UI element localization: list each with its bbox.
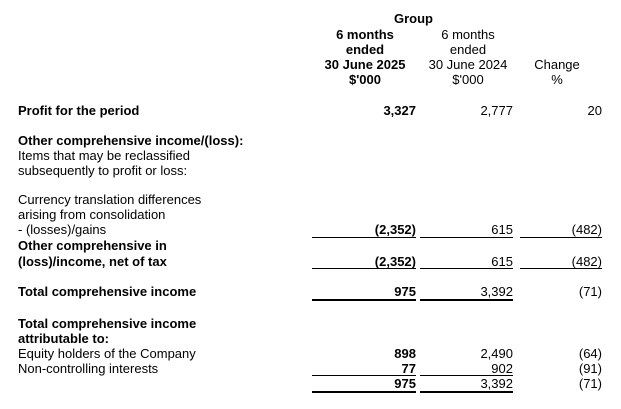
attrib-heading-line2: attributable to: (18, 331, 109, 346)
row-sum-2024: 3,392 (480, 376, 513, 391)
oci-heading: Other comprehensive income/(loss): (18, 133, 244, 148)
row-oci-net-label-line1: Other comprehensive in (18, 238, 167, 253)
rule-sum-col2 (420, 391, 513, 393)
row-profit-label: Profit for the period (18, 103, 140, 118)
row-currency-2025: (2,352) (374, 222, 416, 237)
row-currency-change: (482) (571, 222, 602, 237)
rule-currency-col3 (520, 237, 602, 238)
row-currency-label-line1: Currency translation differences (18, 192, 202, 207)
row-profit-2025: 3,327 (383, 103, 416, 118)
row-nci-change: (91) (578, 361, 602, 376)
row-sum-2025: 975 (394, 376, 416, 391)
rule-total-ci-col1 (312, 299, 416, 301)
header-col3-line2: % (551, 72, 563, 87)
row-profit-2024: 2,777 (480, 103, 513, 118)
row-nci-label: Non-controlling interests (18, 361, 159, 376)
row-oci-net-2025: (2,352) (374, 254, 416, 269)
row-total-ci-change: (71) (578, 284, 602, 299)
row-total-ci-2025: 975 (394, 284, 416, 299)
rule-currency-col1 (312, 237, 416, 238)
header-col1-line3: 30 June 2025 (324, 57, 406, 72)
row-currency-2024: 615 (491, 222, 513, 237)
items-reclass-line2: subsequently to profit or loss: (18, 163, 188, 178)
header-col3-line1: Change (534, 57, 580, 72)
header-col2-line4: $'000 (452, 72, 484, 87)
rule-currency-col2 (420, 237, 513, 238)
row-equity-2025: 898 (394, 346, 416, 361)
header-col1-line4: $'000 (348, 72, 381, 87)
header-col2-line1: 6 months (441, 27, 495, 42)
row-equity-label: Equity holders of the Company (18, 346, 196, 361)
row-oci-net-2024: 615 (491, 254, 513, 269)
row-currency-label-line2: arising from consolidation (18, 207, 166, 222)
rule-oci-net-col2 (420, 268, 513, 269)
rule-oci-net-col1 (312, 268, 416, 269)
attrib-heading-line1: Total comprehensive income (18, 316, 197, 331)
header-col2-line2: ended (449, 42, 487, 57)
row-equity-2024: 2,490 (480, 346, 513, 361)
header-col2-line3: 30 June 2024 (428, 57, 508, 72)
row-sum-change: (71) (578, 376, 602, 391)
items-reclass-line1: Items that may be reclassified (18, 148, 190, 163)
row-currency-label-line3: - (losses)/gains (18, 222, 107, 237)
header-col1-line2: ended (345, 42, 385, 57)
row-total-ci-2024: 3,392 (480, 284, 513, 299)
row-nci-2025: 77 (401, 361, 416, 376)
row-profit-change: 20 (587, 103, 602, 118)
rule-sum-col1 (312, 391, 416, 393)
rule-total-ci-col2 (420, 299, 513, 301)
header-col1-line1: 6 months (336, 27, 394, 42)
row-total-ci-label: Total comprehensive income (18, 284, 197, 299)
rule-oci-net-col3 (520, 268, 602, 269)
row-equity-change: (64) (578, 346, 602, 361)
header-group: Group (394, 11, 433, 26)
row-oci-net-label-line2: (loss)/income, net of tax (18, 254, 167, 269)
row-oci-net-change: (482) (571, 254, 602, 269)
row-nci-2024: 902 (491, 361, 513, 376)
